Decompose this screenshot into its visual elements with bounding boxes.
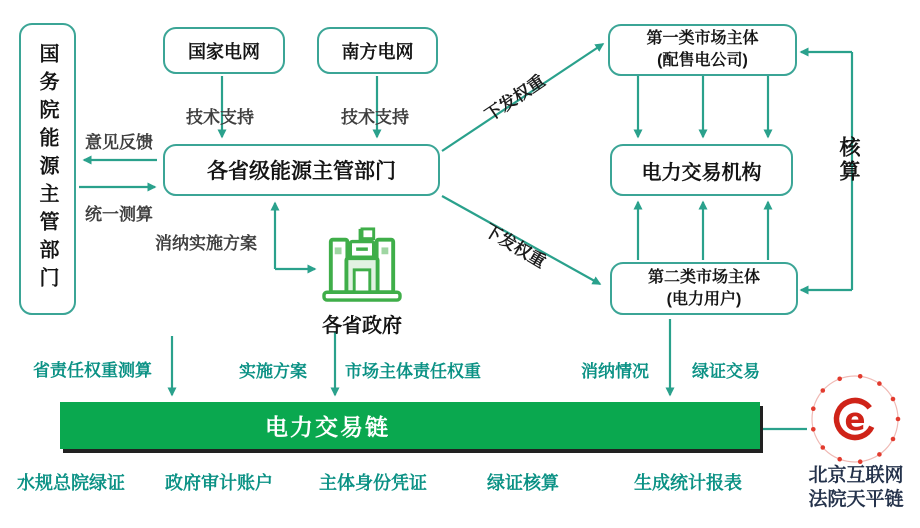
chain-input-province-weight: 省责任权重测算 xyxy=(33,361,152,380)
chain-output-statistics-report: 生成统计报表 xyxy=(634,473,742,493)
node-state-council-label: 国务院能源主管部门 xyxy=(36,43,58,295)
node-power-exchange xyxy=(610,144,793,196)
power-trading-chain-title: 电力交易链 xyxy=(265,414,390,440)
node-power-exchange-label: 电力交易机构 xyxy=(641,161,762,184)
edge-label-verification: 核算 xyxy=(837,136,860,184)
court-logo-glyph: e xyxy=(844,402,866,438)
edge-label-issue-weight-down: 下发权重 xyxy=(480,220,550,272)
chain-output-identity-credential: 主体身份凭证 xyxy=(319,473,427,493)
edge-label-consumption-plan: 消纳实施方案 xyxy=(155,234,257,253)
court-label-line2: 法院天平链 xyxy=(808,488,904,510)
node-state-grid-label: 国家电网 xyxy=(188,41,260,62)
node-provincial-energy-dept xyxy=(163,144,440,196)
edge-label-issue-weight-up: 下发权重 xyxy=(481,71,549,126)
node-market-type1-line2: (配售电公司) xyxy=(657,52,748,69)
node-market-type2-line1: 第二类市场主体 xyxy=(647,268,760,286)
node-market-type1 xyxy=(608,24,797,76)
chain-output-green-cert-accounting: 绿证核算 xyxy=(487,473,559,493)
chain-input-implementation-plan: 实施方案 xyxy=(239,362,307,381)
court-label xyxy=(798,464,914,512)
chain-output-gov-audit-account: 政府审计账户 xyxy=(165,473,273,493)
node-provincial-energy-dept-label: 各省级能源主管部门 xyxy=(207,160,396,183)
government-building-icon xyxy=(321,226,403,302)
chain-output-water-institute-cert: 水规总院绿证 xyxy=(17,473,125,493)
edge-label-tech-support-left: 技术支持 xyxy=(186,108,254,127)
beijing-internet-court-logo-icon xyxy=(808,372,902,466)
power-trading-chain-bar xyxy=(60,402,760,449)
node-southern-grid xyxy=(317,27,438,74)
chain-input-market-entity-weight: 市场主体责任权重 xyxy=(345,362,481,381)
chain-input-consumption-status: 消纳情况 xyxy=(581,362,649,381)
node-market-type2 xyxy=(610,262,798,315)
chain-input-green-cert-trade: 绿证交易 xyxy=(692,362,760,381)
node-state-grid xyxy=(163,27,285,74)
node-market-type1-line1: 第一类市场主体 xyxy=(646,30,759,48)
node-provincial-gov xyxy=(314,226,410,338)
node-southern-grid-label: 南方电网 xyxy=(341,41,414,62)
node-provincial-gov-label: 各省政府 xyxy=(322,315,402,337)
edge-label-feedback: 意见反馈 xyxy=(85,133,153,152)
court-label-line1: 北京互联网 xyxy=(808,465,904,486)
node-state-council xyxy=(19,23,76,315)
edge-label-unified-calc: 统一测算 xyxy=(85,205,153,224)
edge-label-tech-support-right: 技术支持 xyxy=(341,108,409,127)
node-market-type2-line2: (电力用户) xyxy=(666,290,742,308)
